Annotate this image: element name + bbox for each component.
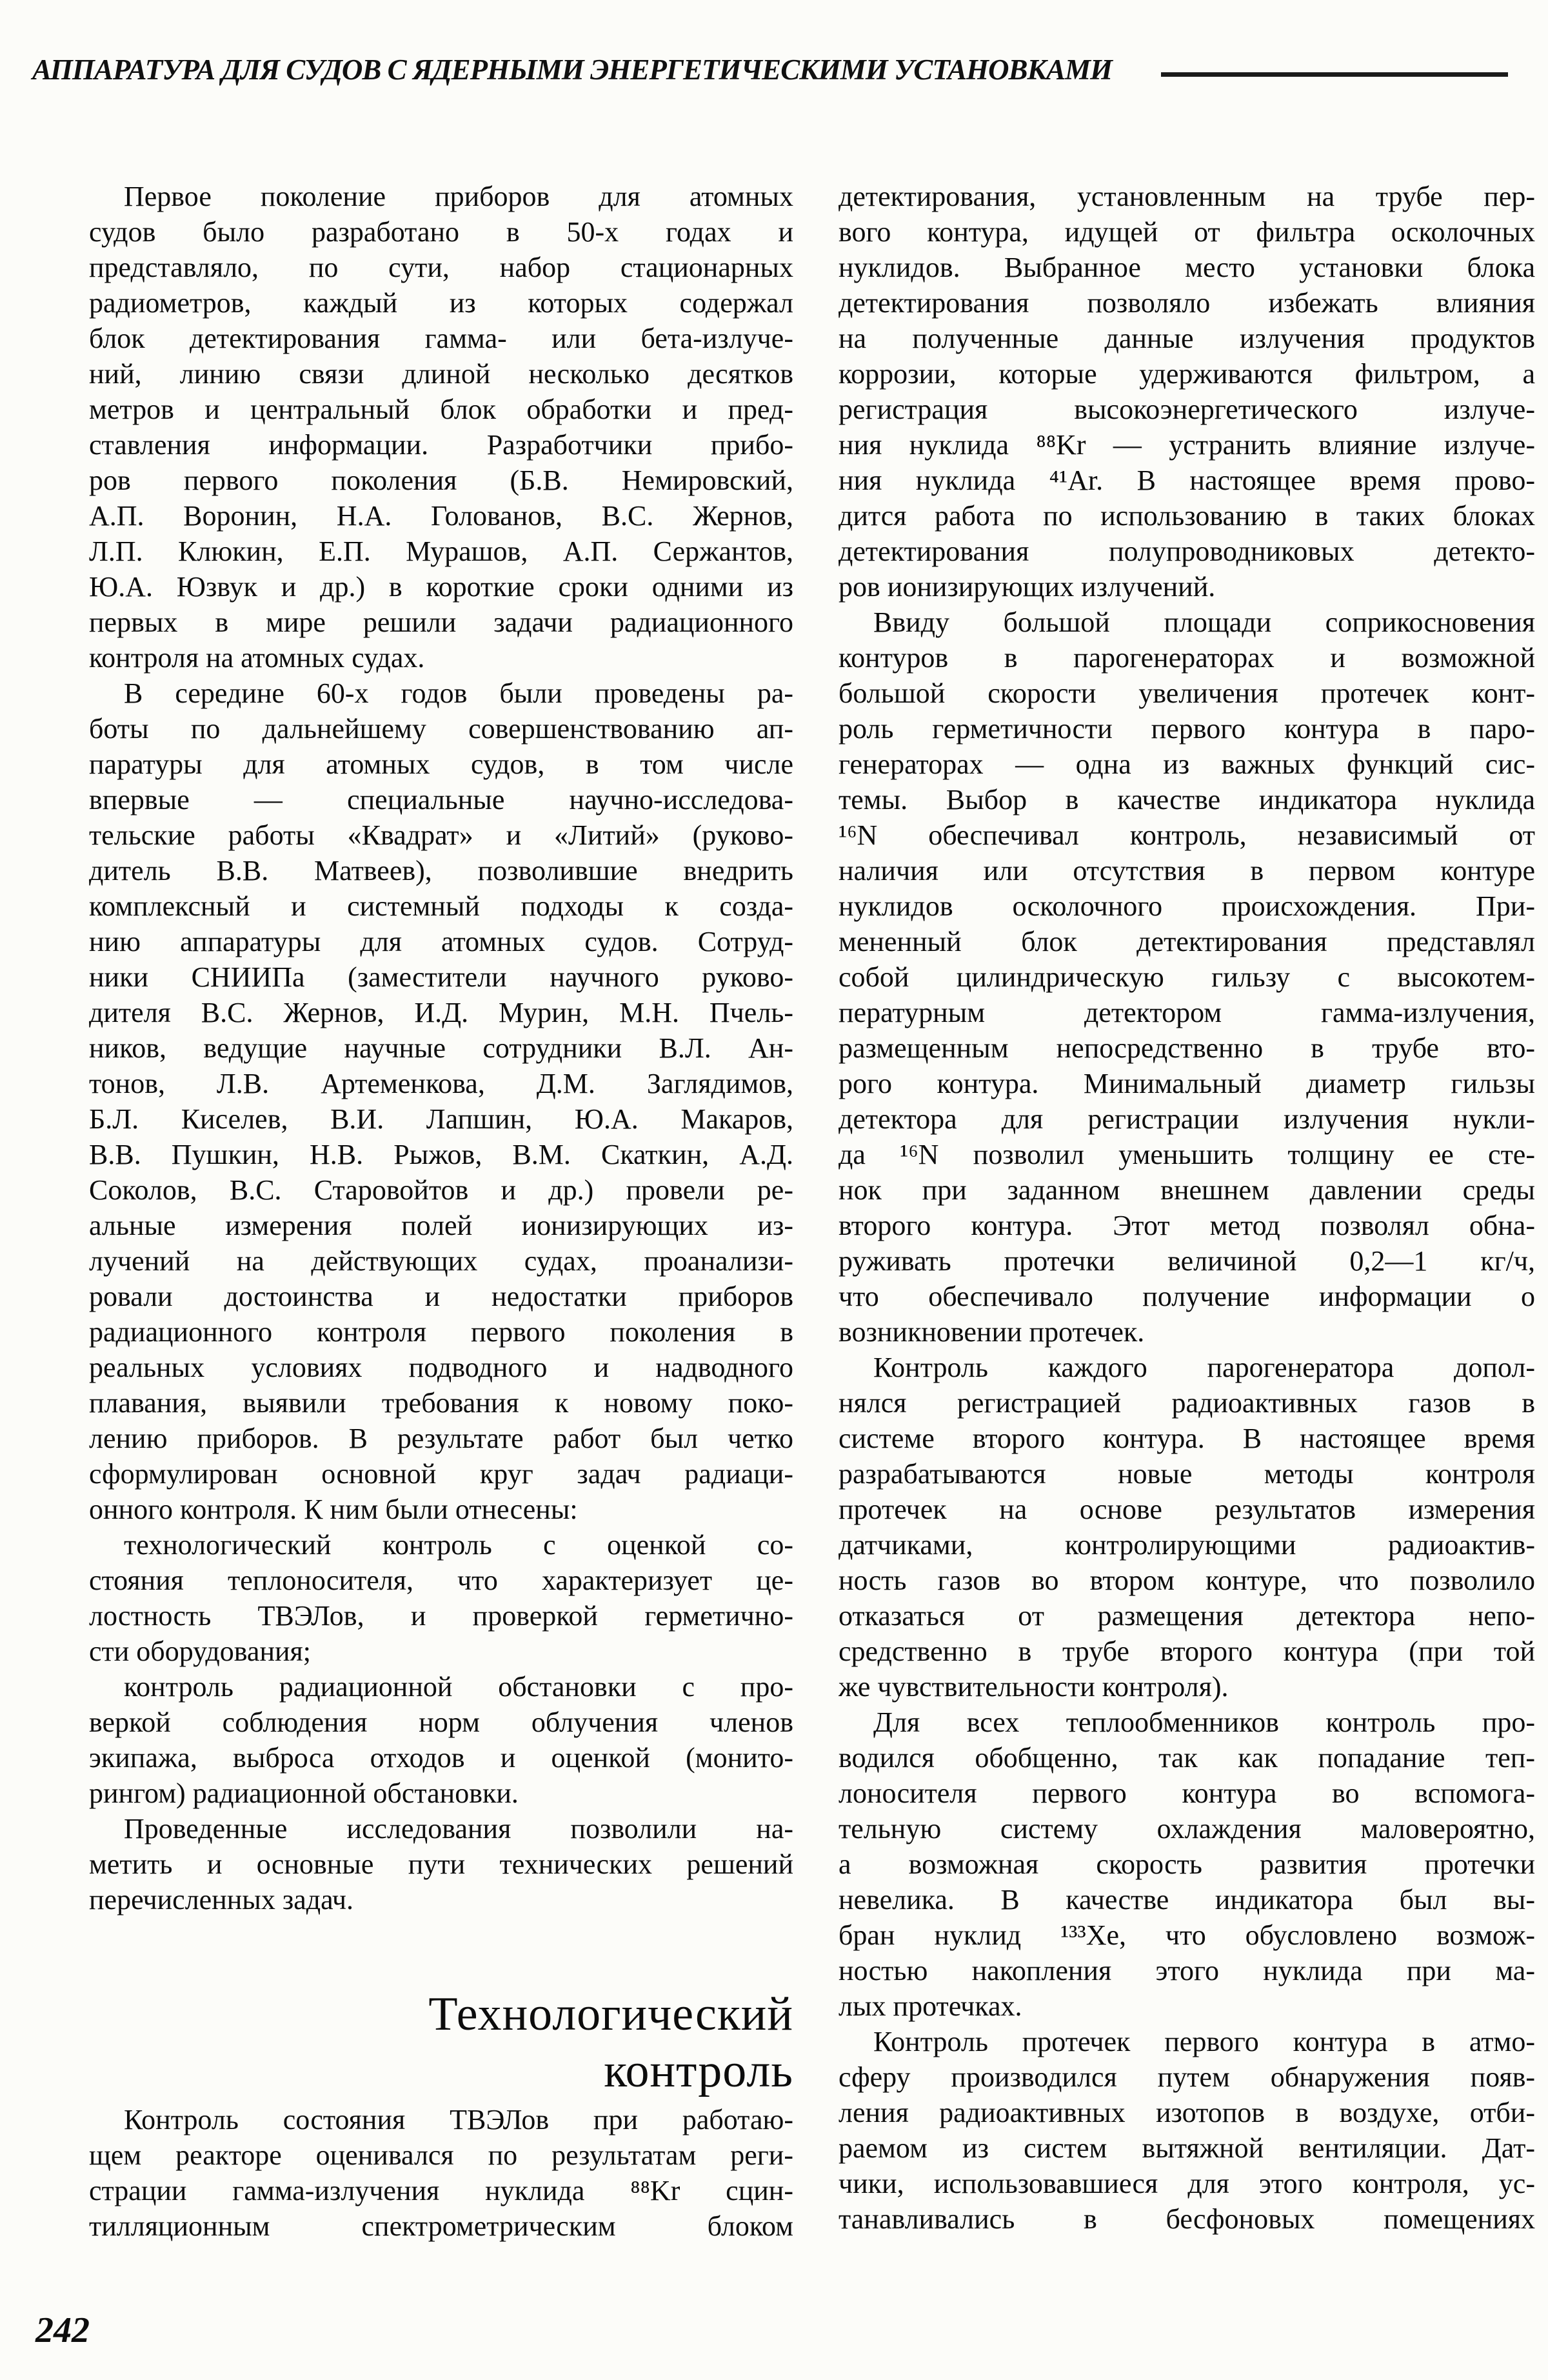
text-line: сти оборудования;: [89, 1635, 312, 1667]
text-line: большой скорости увеличения протечек конт-: [838, 677, 1535, 709]
text-line: судов было разработано в 50-х годах и: [89, 216, 793, 248]
text-line: ники СНИИПа (заместители научного руково-: [89, 961, 793, 993]
text-line: же чувствительности контроля).: [838, 1671, 1229, 1703]
text-line: ставления информации. Разработчики прибо-: [89, 429, 793, 461]
text-line: бран нуклид ¹³³Хе, что обусловлено возмож-: [838, 1919, 1535, 1951]
text-line: радиометров, каждый из которых содержал: [89, 287, 793, 319]
text-line: дится работа по использованию в таких блоках: [838, 500, 1535, 532]
text-line: ний, линию связи длиной несколько десятков: [89, 358, 793, 390]
text-line: Л.П. Клюкин, Е.П. Мурашов, А.П. Сержантов,: [89, 535, 793, 567]
text-line: впервые — специальные научно-исследова-: [89, 784, 793, 815]
text-line: Проведенные исследования позволили на-: [124, 1813, 793, 1845]
text-line: дитель В.В. Матвеев), позволившие внедрить: [89, 855, 793, 886]
text-line: рингом) радиационной обстановки.: [89, 1777, 519, 1809]
text-line: ность газов во втором контуре, что позволило: [838, 1565, 1535, 1596]
text-line: метров и центральный блок обработки и пред-: [89, 394, 793, 425]
text-line: чики, использовавшиеся для этого контроля, ус-: [838, 2168, 1535, 2199]
section-heading: [89, 1986, 793, 2099]
text-line: мененный блок детектирования представлял: [838, 926, 1535, 957]
text-line: щем реакторе оценивался по результатам реги-: [89, 2139, 793, 2171]
text-line: альные измерения полей ионизирующих из-: [89, 1210, 793, 1241]
text-line: средственно в трубе второго контура (при той: [838, 1635, 1535, 1667]
text-line: комплексный и системный подходы к созда-: [89, 890, 793, 922]
header-rule: [1161, 72, 1508, 77]
text-line: датчиками, контролирующими радиоактив-: [838, 1529, 1535, 1561]
text-line: нуклидов. Выбранное место установки блока: [838, 252, 1535, 283]
text-line: ностью накопления этого нуклида при ма-: [838, 1955, 1535, 1986]
text-line: онного контроля. К ним были отнесены:: [89, 1494, 578, 1525]
text-line: ния нуклида ⁴¹Ar. В настоящее время прово-: [838, 465, 1535, 496]
text-line: В середине 60-х годов были проведены ра-: [124, 677, 793, 709]
text-line: контроля на атомных судах.: [89, 642, 425, 674]
text-line: нок при заданном внешнем давлении среды: [838, 1174, 1535, 1206]
text-line: а возможная скорость развития протечки: [838, 1848, 1535, 1880]
text-line: лостность ТВЭЛов, и проверкой герметично-: [89, 1600, 793, 1632]
text-line: сферу производился путем обнаружения появ-: [838, 2061, 1535, 2093]
text-line: нялся регистрацией радиоактивных газов в: [838, 1387, 1535, 1419]
text-line: стояния теплоносителя, что характеризует це-: [89, 1565, 793, 1596]
text-line: А.П. Воронин, Н.А. Голованов, В.С. Жернов,: [89, 500, 793, 532]
text-line: лоносителя первого контура во вспомога-: [838, 1777, 1535, 1809]
text-line: невелика. В качестве индикатора был вы-: [838, 1884, 1535, 1915]
left-text-column: [89, 179, 793, 2244]
text-line: системе второго контура. В настоящее время: [838, 1423, 1535, 1454]
text-line: тельские работы «Квадрат» и «Литий» (руково-: [89, 819, 793, 851]
text-line: ников, ведущие научные сотрудники В.Л. Ан-: [89, 1032, 793, 1064]
text-line: представляло, по сути, набор стационарных: [89, 252, 793, 283]
text-line: паратуры для атомных судов, в том числе: [89, 748, 793, 780]
text-line: Ввиду большой площади соприкосновения: [873, 606, 1535, 638]
text-line: технологический контроль с оценкой со-: [124, 1529, 793, 1561]
text-line: танавливались в бесфоновых помещениях: [838, 2203, 1535, 2235]
text-line: регистрация высокоэнергетического излуче-: [838, 394, 1535, 425]
section-heading-line: контроль: [604, 2045, 793, 2097]
text-line: Контроль каждого парогенератора допол-: [873, 1352, 1535, 1383]
text-line: нию аппаратуры для атомных судов. Сотруд-: [89, 926, 793, 957]
running-head: АППАРАТУРА ДЛЯ СУДОВ С ЯДЕРНЫМИ ЭНЕРГЕТИЧЕСКИМИ УСТАНОВКАМИ: [32, 54, 1113, 86]
text-line: разрабатываются новые методы контроля: [838, 1458, 1535, 1490]
text-line: да ¹⁶N позволил уменьшить толщину ее сте-: [838, 1139, 1535, 1170]
text-line: наличия или отсутствия в первом контуре: [838, 855, 1535, 886]
text-line: блок детектирования гамма- или бета-излуче-: [89, 323, 793, 354]
text-line: лучений на действующих судах, проанализи-: [89, 1245, 793, 1277]
text-line: ¹⁶N обеспечивал контроль, независимый от: [838, 819, 1535, 851]
text-line: веркой соблюдения норм облучения членов: [89, 1706, 793, 1738]
text-line: плавания, выявили требования к новому поко-: [89, 1387, 793, 1419]
text-line: роль герметичности первого контура в паро-: [838, 713, 1535, 745]
text-line: страции гамма-излучения нуклида ⁸⁸Kr сцин-: [89, 2175, 793, 2206]
text-line: Контроль состояния ТВЭЛов при работаю-: [124, 2104, 793, 2135]
text-line: реальных условиях подводного и надводного: [89, 1352, 793, 1383]
text-line: сформулирован основной круг задач радиаци-: [89, 1458, 793, 1490]
text-line: тилляционным спектрометрическим блоком: [89, 2210, 793, 2242]
text-line: контроль радиационной обстановки с про-: [124, 1671, 793, 1703]
text-line: генераторах — одна из важных функций сис-: [838, 748, 1535, 780]
text-line: первых в мире решили задачи радиационного: [89, 606, 793, 638]
text-line: ния нуклида ⁸⁸Kr — устранить влияние излуче-: [838, 429, 1535, 461]
text-line: детектора для регистрации излучения нукли-: [838, 1103, 1535, 1135]
text-line: детектирования полупроводниковых детекто-: [838, 535, 1535, 567]
text-line: руживать протечки величиной 0,2—1 кг/ч,: [838, 1245, 1535, 1277]
text-line: рого контура. Минимальный диаметр гильзы: [838, 1068, 1535, 1099]
text-line: детектирования, установленным на трубе пер-: [838, 181, 1535, 212]
text-line: дителя В.С. Жернов, И.Д. Мурин, М.Н. Пчель-: [89, 997, 793, 1028]
text-line: пературным детектором гамма-излучения,: [838, 997, 1535, 1028]
right-text-column: [838, 179, 1535, 2237]
text-line: метить и основные пути технических решений: [89, 1848, 793, 1880]
text-line: на полученные данные излучения продуктов: [838, 323, 1535, 354]
text-line: Б.Л. Киселев, В.И. Лапшин, Ю.А. Макаров,: [89, 1103, 793, 1135]
text-line: вого контура, идущей от фильтра осколочных: [838, 216, 1535, 248]
text-line: Контроль протечек первого контура в атмо-: [873, 2026, 1535, 2057]
text-line: ления радиоактивных изотопов в воздухе, отби-: [838, 2097, 1535, 2128]
page-number: 242: [35, 2310, 90, 2350]
text-line: детектирования позволяло избежать влияния: [838, 287, 1535, 319]
text-line: нуклидов осколочного происхождения. При-: [838, 890, 1535, 922]
text-line: лых протечках.: [838, 1990, 1022, 2022]
text-line: размещенным непосредственно в трубе вто-: [838, 1032, 1535, 1064]
text-line: контуров в парогенераторах и возможной: [838, 642, 1535, 674]
text-line: отказаться от размещения детектора непо-: [838, 1600, 1535, 1632]
text-line: Для всех теплообменников контроль про-: [873, 1706, 1535, 1738]
text-line: возникновении протечек.: [838, 1316, 1145, 1348]
text-line: тонов, Л.В. Артеменкова, Д.М. Заглядимов,: [89, 1068, 793, 1099]
text-line: перечисленных задач.: [89, 1884, 354, 1915]
text-line: коррозии, которые удерживаются фильтром, а: [838, 358, 1535, 390]
text-line: Соколов, В.С. Старовойтов и др.) провели ре-: [89, 1174, 793, 1206]
text-line: ров первого поколения (Б.В. Немировский,: [89, 465, 793, 496]
text-line: ровали достоинства и недостатки приборов: [89, 1281, 793, 1312]
text-line: раемом из систем вытяжной вентиляции. Дат-: [838, 2132, 1535, 2164]
text-line: водился обобщенно, так как попадание теп-: [838, 1742, 1535, 1774]
text-line: второго контура. Этот метод позволял обна-: [838, 1210, 1535, 1241]
text-line: ров ионизирующих излучений.: [838, 571, 1216, 603]
text-line: экипажа, выброса отходов и оценкой (монито-: [89, 1742, 793, 1774]
text-line: В.В. Пушкин, Н.В. Рыжов, В.М. Скаткин, А.Д.: [89, 1139, 793, 1170]
text-line: боты по дальнейшему совершенствованию ап-: [89, 713, 793, 745]
text-line: протечек на основе результатов измерения: [838, 1494, 1535, 1525]
text-line: лению приборов. В результате работ был четко: [89, 1423, 793, 1454]
text-line: Ю.А. Юзвук и др.) в короткие сроки одними из: [89, 571, 793, 603]
text-line: радиационного контроля первого поколения в: [89, 1316, 793, 1348]
text-line: Первое поколение приборов для атомных: [124, 181, 793, 212]
text-line: что обеспечивало получение информации о: [838, 1281, 1535, 1312]
text-line: темы. Выбор в качестве индикатора нуклида: [838, 784, 1535, 815]
section-heading-line: Технологический: [428, 1988, 793, 2041]
text-line: собой цилиндрическую гильзу с высокотем-: [838, 961, 1535, 993]
text-line: тельную систему охлаждения маловероятно,: [838, 1813, 1535, 1845]
